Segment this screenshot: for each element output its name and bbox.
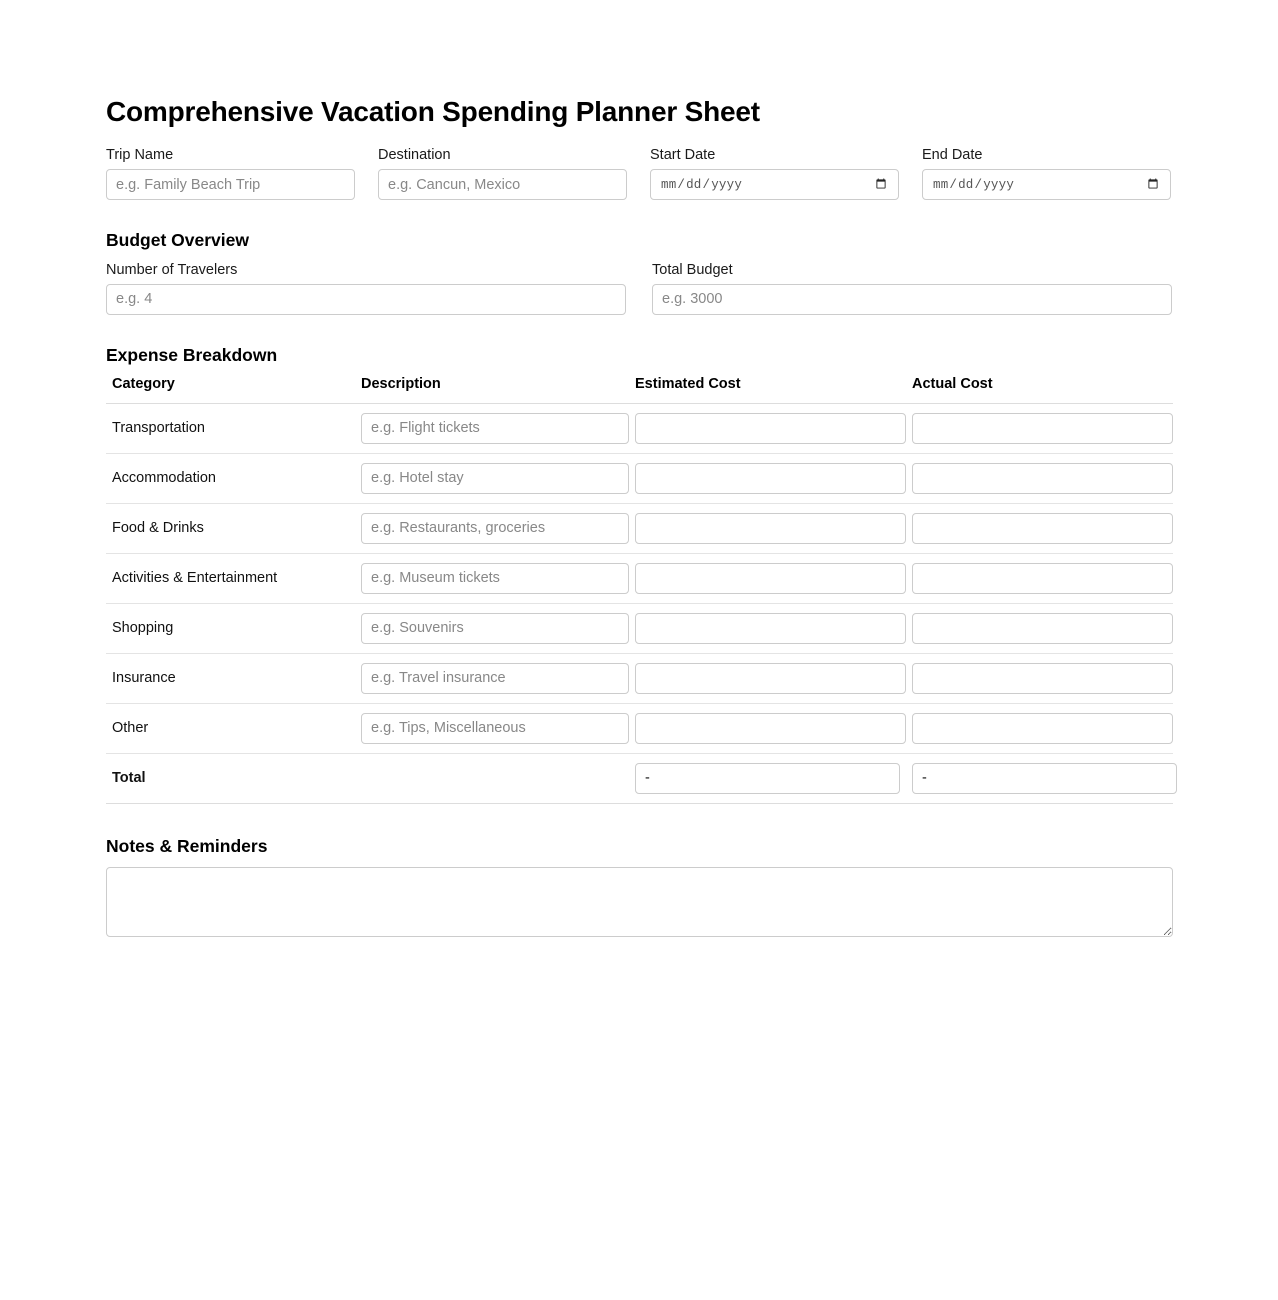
expense-description-cell — [355, 603, 629, 653]
expense-category-label: Food & Drinks — [106, 503, 355, 553]
expense-estimated-cost-cell — [629, 553, 906, 603]
expense-category-label: Transportation — [106, 403, 355, 453]
expense-description-cell — [355, 403, 629, 453]
expense-actual-cost-input[interactable] — [912, 413, 1173, 444]
budget-fields-row — [106, 261, 1172, 315]
destination-field-group — [378, 146, 627, 200]
expense-estimated-cost-cell — [629, 603, 906, 653]
column-header-category: Category — [106, 376, 355, 404]
notes-textarea[interactable] — [106, 867, 1173, 937]
expense-description-input[interactable] — [361, 663, 629, 694]
table-row — [106, 403, 1173, 453]
expense-estimated-cost-input[interactable] — [635, 713, 906, 744]
expense-breakdown-heading: Expense Breakdown — [106, 344, 278, 365]
total-budget-input[interactable] — [652, 284, 1172, 315]
notes-section — [106, 836, 1172, 942]
expense-description-input[interactable] — [361, 513, 629, 544]
travelers-field-group — [106, 261, 626, 315]
total-label: Total — [106, 753, 355, 803]
expense-estimated-cost-cell — [629, 503, 906, 553]
expense-category-label: Insurance — [106, 653, 355, 703]
expense-actual-cost-cell — [906, 603, 1173, 653]
expense-description-input[interactable] — [361, 413, 629, 444]
end-date-field-group — [922, 146, 1171, 200]
expense-description-cell — [355, 703, 629, 753]
expense-actual-cost-input[interactable] — [912, 513, 1173, 544]
expense-estimated-cost-input[interactable] — [635, 563, 906, 594]
table-row — [106, 553, 1173, 603]
expense-estimated-cost-input[interactable] — [635, 463, 906, 494]
table-row — [106, 703, 1173, 753]
expense-actual-cost-cell — [906, 453, 1173, 503]
page-title: Comprehensive Vacation Spending Planner Sheet — [106, 96, 760, 127]
table-row — [106, 653, 1173, 703]
table-header-row — [106, 376, 1173, 404]
expense-actual-cost-cell — [906, 403, 1173, 453]
expense-actual-cost-input[interactable] — [912, 463, 1173, 494]
notes-heading: Notes & Reminders — [106, 835, 268, 856]
table-row — [106, 603, 1173, 653]
table-total-row — [106, 753, 1173, 803]
expense-actual-cost-cell — [906, 653, 1173, 703]
start-date-label: Start Date — [650, 147, 716, 164]
column-header-estimated-cost: Estimated Cost — [629, 376, 906, 404]
expense-description-cell — [355, 653, 629, 703]
expense-actual-cost-input[interactable] — [912, 613, 1173, 644]
trip-name-label: Trip Name — [106, 147, 174, 164]
expense-category-label: Activities & Entertainment — [106, 553, 355, 603]
expense-category-label: Shopping — [106, 603, 355, 653]
expense-description-input[interactable] — [361, 463, 629, 494]
expense-actual-cost-input[interactable] — [912, 713, 1173, 744]
end-date-label: End Date — [922, 147, 983, 164]
trip-name-input[interactable] — [106, 169, 355, 200]
trip-info-row — [106, 146, 1172, 200]
expense-breakdown-section — [106, 345, 1172, 804]
expense-description-input[interactable] — [361, 613, 629, 644]
expense-description-input[interactable] — [361, 563, 629, 594]
column-header-description: Description — [355, 376, 629, 404]
expense-description-cell — [355, 503, 629, 553]
budget-overview-section — [106, 230, 1172, 315]
total-actual-cost-cell — [906, 753, 1173, 803]
budget-overview-heading: Budget Overview — [106, 230, 249, 251]
destination-input[interactable] — [378, 169, 627, 200]
expense-estimated-cost-cell — [629, 453, 906, 503]
expense-actual-cost-input[interactable] — [912, 563, 1173, 594]
start-date-input[interactable] — [650, 169, 899, 200]
expense-category-label: Accommodation — [106, 453, 355, 503]
expense-category-label: Other — [106, 703, 355, 753]
expense-estimated-cost-input[interactable] — [635, 513, 906, 544]
expense-description-input[interactable] — [361, 713, 629, 744]
expense-actual-cost-input[interactable] — [912, 663, 1173, 694]
table-row — [106, 503, 1173, 553]
end-date-input[interactable] — [922, 169, 1171, 200]
expense-table-body — [106, 403, 1173, 803]
expense-description-cell — [355, 553, 629, 603]
expense-actual-cost-cell — [906, 503, 1173, 553]
expense-description-cell — [355, 453, 629, 503]
expense-table-head — [106, 376, 1173, 404]
total-estimated-cost-cell — [629, 753, 906, 803]
total-estimated-cost-value: - — [635, 763, 900, 794]
expense-estimated-cost-cell — [629, 703, 906, 753]
travelers-input[interactable] — [106, 284, 626, 315]
expense-estimated-cost-input[interactable] — [635, 413, 906, 444]
travelers-label: Number of Travelers — [106, 262, 238, 279]
total-budget-field-group — [652, 261, 1172, 315]
expense-estimated-cost-input[interactable] — [635, 613, 906, 644]
total-budget-label: Total Budget — [652, 262, 733, 279]
total-actual-cost-value: - — [912, 763, 1177, 794]
expense-estimated-cost-cell — [629, 403, 906, 453]
total-description-spacer — [355, 753, 629, 803]
expense-actual-cost-cell — [906, 553, 1173, 603]
column-header-actual-cost: Actual Cost — [906, 376, 1173, 404]
table-row — [106, 453, 1173, 503]
start-date-field-group — [650, 146, 899, 200]
expense-table — [106, 376, 1173, 804]
expense-actual-cost-cell — [906, 703, 1173, 753]
expense-estimated-cost-input[interactable] — [635, 663, 906, 694]
destination-label: Destination — [378, 147, 451, 164]
expense-estimated-cost-cell — [629, 653, 906, 703]
trip-name-field-group — [106, 146, 355, 200]
